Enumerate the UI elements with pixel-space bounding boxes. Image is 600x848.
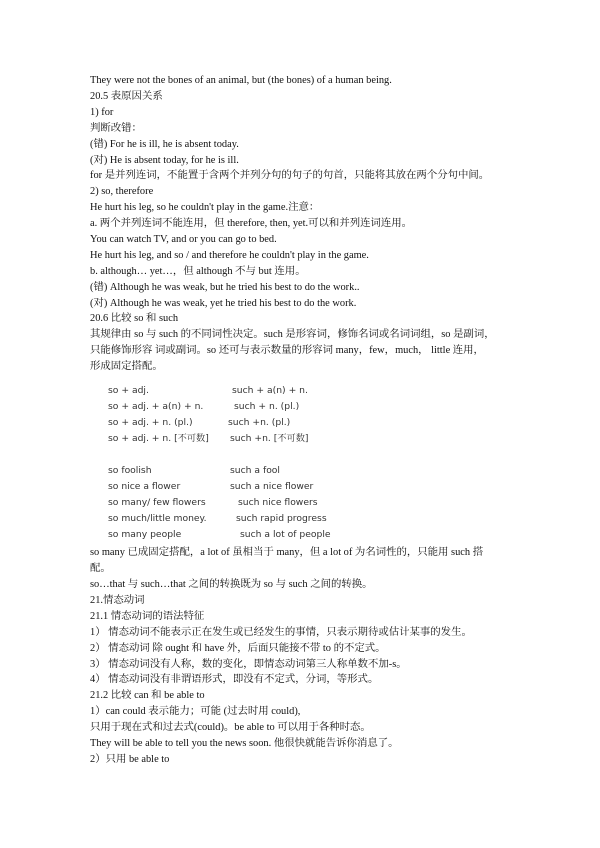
text-line: so many 已成固定搭配，a lot of 虽相当于 many，但 a lot of 为名词性的，只能用 such 搭 [90,547,484,558]
table-cell-left: so + adj. [108,385,149,396]
table-cell-right: such +n. [不可数] [230,433,309,444]
text-line: so…that 与 such…that 之间的转换既为 so 与 such 之间的转换。 [90,579,373,590]
text-line: 配。 [90,563,111,574]
text-line: They will be able to tell you the news soon. 他很快就能告诉你消息了。 [90,738,399,749]
text-line: 2) so, therefore [90,186,154,197]
text-line: (错) For he is ill, he is absent today. [90,139,239,150]
table-cell-right: such a lot of people [240,529,331,540]
text-line: 2）只用 be able to [90,754,170,765]
table-cell-left: so nice a flower [108,481,181,492]
text-line: They were not the bones of an animal, but (the bones) of a human being. [90,75,392,86]
text-line: (错) Although he was weak, but he tried his best to do the work.. [90,282,360,293]
text-line: 只能修饰形容 词或副词。so 还可与表示数量的形容词 many，few，much， little 连用， [90,345,484,356]
table-cell-right: such + n. (pl.) [234,401,300,412]
text-line: 只用于现在式和过去式(could)。be able to 可以用于各种时态。 [90,722,371,733]
table-cell-left: so + adj. + a(n) + n. [108,401,204,412]
section-heading-21: 21.情态动词 [90,595,145,606]
table-cell-left: so much/little money. [108,513,207,524]
table-cell-left: so + adj. + n. [不可数] [108,433,209,444]
text-line: a. 两个并列连词不能连用，但 therefore, then, yet.可以和并列连词连用。 [90,218,413,229]
section-heading-21-1: 21.1 情态动词的语法特征 [90,611,205,622]
text-line: 1) for [90,107,114,118]
text-line: You can watch TV, and or you can go to bed. [90,234,277,245]
section-heading-21-2: 21.2 比较 can 和 be able to [90,690,205,701]
text-line: He hurt his leg, and so / and therefore he couldn't play in the game. [90,250,369,261]
text-line: (对) He is absent today, for he is ill. [90,155,239,166]
table-cell-right: such +n. (pl.) [228,417,291,428]
section-heading-20-5: 20.5 表原因关系 [90,91,163,102]
section-heading-20-6: 20.6 比较 so 和 such [90,313,179,324]
list-item: 2） 情态动词 除 ought 和 have 外，后面只能接不带 to 的不定式。 [90,643,386,654]
table-cell-right: such + a(n) + n. [232,385,308,396]
list-item: 3） 情态动词没有人称，数的变化，即情态动词第三人称单数不加-s。 [90,659,407,670]
table-cell-left: so many/ few flowers [108,497,206,508]
text-line: b. although… yet…，但 although 不与 but 连用。 [90,266,306,277]
text-line: He hurt his leg, so he couldn't play in the game.注意： [90,202,320,213]
text-line: 形成固定搭配。 [90,361,163,372]
table-cell-left: so many people [108,529,182,540]
text-line: 其规律由 so 与 such 的不同词性决定。such 是形容词，修饰名词或名词词组，so 是副词， [90,329,495,340]
text-line: (对) Although he was weak, yet he tried his best to do the work. [90,298,357,309]
table-cell-left: so foolish [108,465,152,476]
text-line: 1）can could 表示能力；可能 (过去时用 could), [90,706,301,717]
text-line: for 是并列连词，不能置于含两个并列分句的句子的句首，只能将其放在两个分句中间。 [90,170,490,181]
list-item: 1） 情态动词不能表示正在发生或已经发生的事情，只表示期待或估计某事的发生。 [90,627,472,638]
table-cell-right: such a nice flower [230,481,314,492]
table-cell-right: such rapid progress [236,513,327,524]
table-cell-right: such nice flowers [238,497,318,508]
list-item: 4） 情态动词没有非谓语形式，即没有不定式，分词，等形式。 [90,674,379,685]
table-cell-left: so + adj. + n. (pl.) [108,417,193,428]
table-cell-right: such a fool [230,465,280,476]
text-line: 判断改错： [90,123,142,134]
